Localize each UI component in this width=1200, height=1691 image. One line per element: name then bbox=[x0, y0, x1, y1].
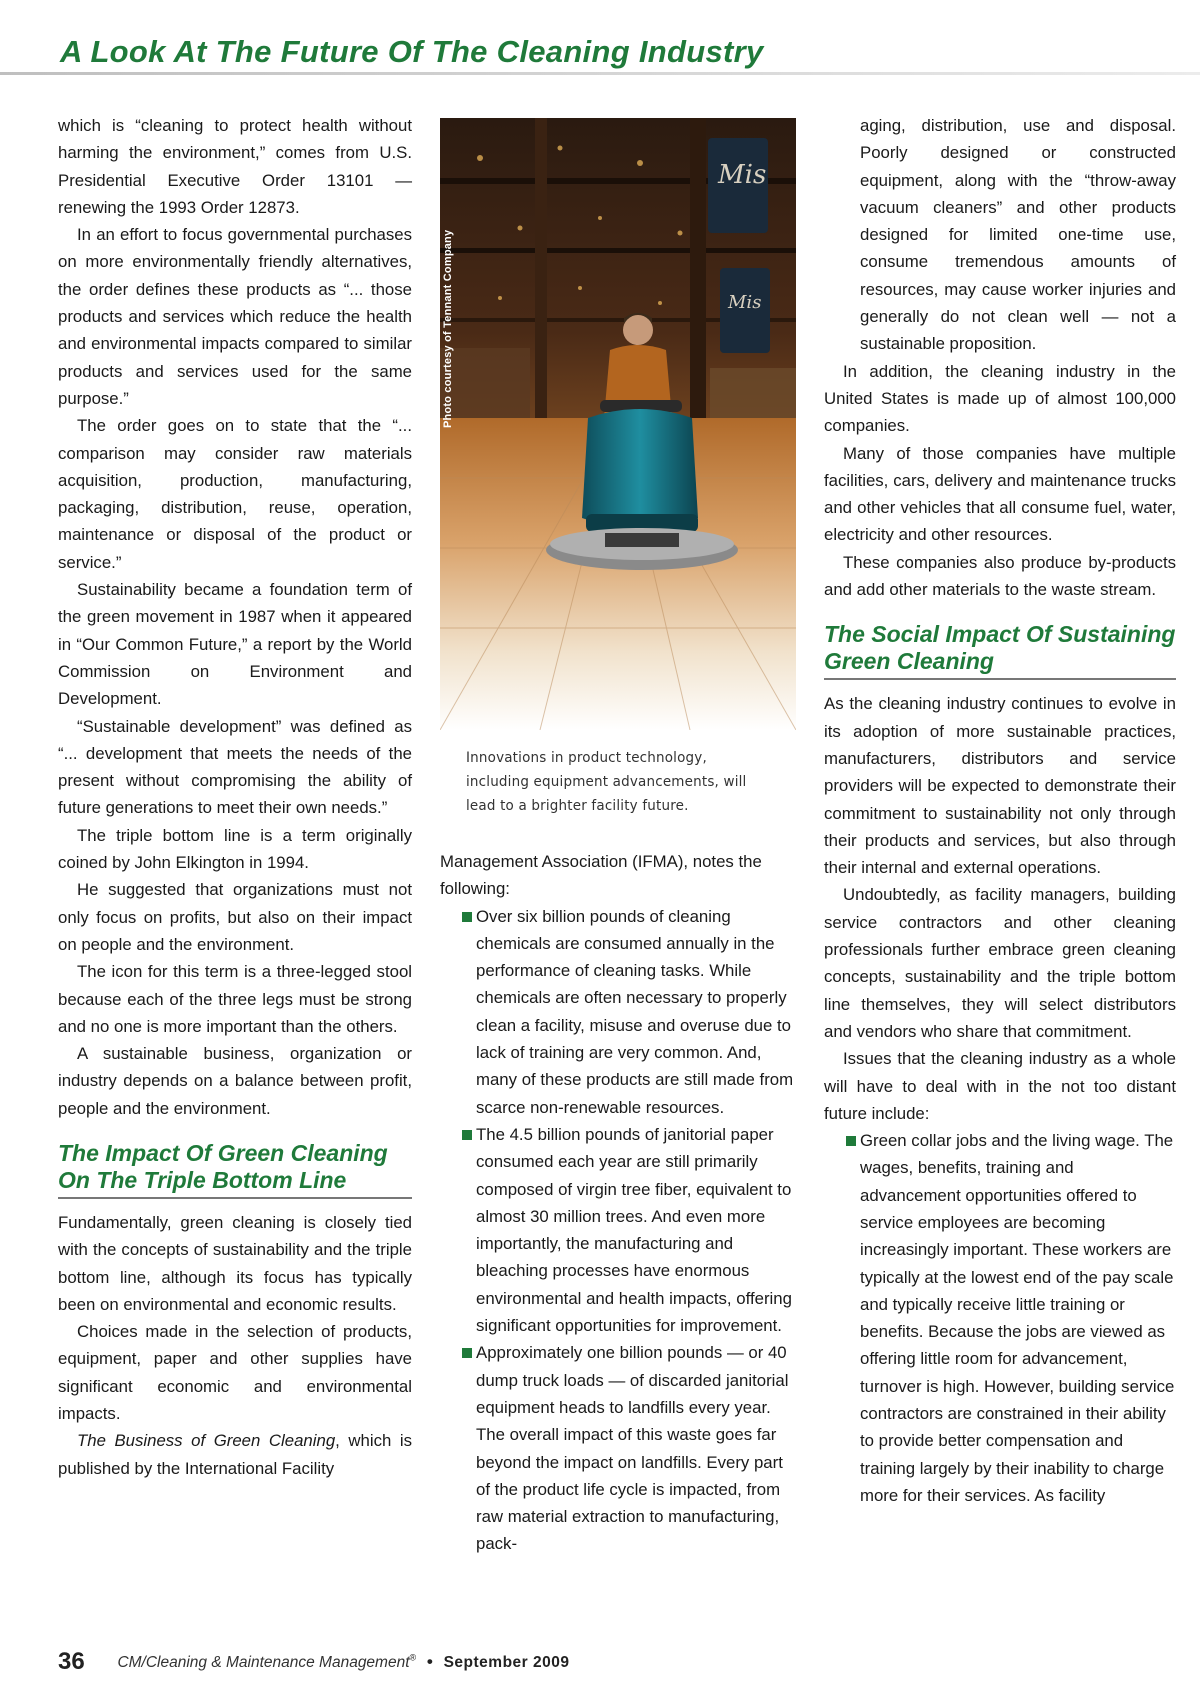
paragraph: Choices made in the selection of products, equipment, paper and other supplies have significant economic and environmental impacts. bbox=[58, 1322, 412, 1424]
photo-credit: Photo courtesy of Tennant Company bbox=[442, 229, 454, 428]
svg-text:Mis: Mis bbox=[718, 160, 767, 190]
paragraph: Sustainability became a foundation term of the green movement in 1987 when it appeared in “Our Common Future,” a report by the World Commission on Environment and Development. bbox=[58, 580, 412, 709]
paragraph: Many of those companies have multiple facilities, cars, delivery and maintenance trucks and other vehicles that all consume fuel, water, electricity and other resources. bbox=[824, 443, 1176, 545]
paragraph: As the cleaning industry continues to evolve in its adoption of more sustainable practices, manufacturers, distributors and service providers will be expected to demonstrate their commitment to sustainability not only through their products and services, but also through their internal and external operations. bbox=[824, 694, 1176, 878]
paragraph: These companies also produce by-products and add other materials to the waste stream. bbox=[824, 552, 1176, 600]
paragraph: A sustainable business, organization or industry depends on a balance between profit, people and the environment. bbox=[58, 1044, 412, 1118]
registered-mark: ® bbox=[409, 1652, 417, 1663]
list-item-continuation: aging, distribution, use and disposal. Poorly designed or constructed equipment, along with the “throw-away vacuum cleaners” and other products designed for limited one-time use, consume tremendous amounts of resources, may cause worker injuries and generally do not clean well — not a sustainable proposition. bbox=[860, 116, 1176, 354]
square-bullet-icon bbox=[462, 912, 472, 922]
paragraph: The icon for this term is a three-legged stool because each of the three legs must be strong and no one is more important than the others. bbox=[58, 962, 412, 1036]
list-item bbox=[440, 903, 794, 1121]
publication-name: CM/Cleaning & Maintenance Management bbox=[117, 1654, 410, 1671]
square-bullet-icon bbox=[462, 1130, 472, 1140]
paragraph: He suggested that organizations must not only focus on profits, but also on their impact on people and the environment. bbox=[58, 880, 412, 954]
paragraph: Issues that the cleaning industry as a whole will have to deal with in the not too distant future include: bbox=[824, 1049, 1176, 1123]
list-item-text: Green collar jobs and the living wage. The wages, benefits, training and advancement opportunities offered to service employees are becoming increasingly important. These workers are typically at the lowest end of the pay scale and typically receive little training or benefits. Because the jobs are viewed as offering little room for advancement, turnover is high. However, building service contractors are constrained in their ability to provide better compensation and training largely by their inability to charge more for their services. As facility bbox=[860, 1131, 1175, 1505]
paragraph: In addition, the cleaning industry in the United States is made up of almost 100,000 companies. bbox=[824, 361, 1176, 436]
paragraph: “Sustainable development” was defined as “... development that meets the needs of the present without compromising the ability of future generations to meet their own needs.” bbox=[58, 716, 412, 818]
column-2 bbox=[440, 848, 794, 1558]
paragraph bbox=[58, 1427, 412, 1482]
paragraph: In an effort to focus governmental purchases on more environmentally friendly alternatives, the order defines these products as “... those products and services which reduce the health and environmental impacts compared to similar products and services used for the same purpose.” bbox=[58, 225, 412, 408]
paragraph: The triple bottom line is a term originally coined by John Elkington in 1994. bbox=[58, 825, 412, 873]
section-heading: The Social Impact Of Sustaining Green Cleaning bbox=[824, 621, 1176, 680]
section-heading: The Impact Of Green Cleaning On The Triple Bottom Line bbox=[58, 1140, 412, 1199]
page-number: 36 bbox=[58, 1648, 85, 1675]
page-footer bbox=[58, 1648, 569, 1676]
list-item bbox=[824, 1127, 1176, 1509]
bullet-list bbox=[824, 1127, 1176, 1509]
photo-caption: Innovations in product technology, including equipment advancements, will lead to a brighter facility future. bbox=[466, 750, 747, 814]
paragraph-text: , which is published by the International Facility bbox=[58, 1431, 412, 1478]
photo-block bbox=[440, 118, 796, 836]
list-item-text: Over six billion pounds of cleaning chemicals are consumed annually in the performance of cleaning tasks. While chemicals are often necessary to properly clean a facility, misuse and overuse due to lack of training are very common. And, many of these products are still made from scarce non-renewable resources. bbox=[476, 906, 794, 1117]
footer-separator: • bbox=[426, 1652, 433, 1671]
svg-text:Mis: Mis bbox=[728, 292, 762, 313]
square-bullet-icon bbox=[846, 1136, 856, 1146]
column-1 bbox=[58, 112, 412, 1482]
header-rule bbox=[0, 72, 1200, 75]
bullet-list bbox=[440, 903, 794, 1558]
list-item bbox=[440, 1121, 794, 1339]
paragraph: Management Association (IFMA), notes the following: bbox=[440, 852, 762, 899]
page-title: A Look At The Future Of The Cleaning Industry bbox=[60, 34, 764, 69]
paragraph: which is “cleaning to protect health without harming the environment,” comes from U.S. Presidential Executive Order 13101 — renewing the 1993 Order 12873. bbox=[58, 116, 412, 217]
list-item-text: The 4.5 billion pounds of janitorial paper consumed each year are still primarily composed of virgin tree fiber, equivalent to almost 30 million trees. And even more importantly, the manufacturing and bleaching processes have enormous environmental and health impacts, offering significant opportunities for improvement. bbox=[476, 1124, 792, 1336]
paragraph: Fundamentally, green cleaning is closely tied with the concepts of sustainability and the triple bottom line, although its focus has typically been on environmental and economic results. bbox=[58, 1212, 412, 1314]
book-title: The Business of Green Cleaning bbox=[77, 1431, 336, 1451]
square-bullet-icon bbox=[462, 1348, 472, 1358]
list-item-text: Approximately one billion pounds — or 40 dump truck loads — of discarded janitorial equipment heads to landfills every year. The overall impact of this waste goes far beyond the impact on landfills. Every part of the product life cycle is impacted, from raw material extraction to manufacturing, pack- bbox=[476, 1343, 789, 1554]
paragraph: The order goes on to state that the “... comparison may consider raw materials acquisition, production, manufacturing, packaging, distribution, reuse, operation, maintenance or disposal of the product or service.” bbox=[58, 416, 412, 572]
column-3 bbox=[824, 112, 1176, 1509]
issue-date: September 2009 bbox=[443, 1654, 570, 1671]
mall-floor-scrubber-photo bbox=[440, 118, 796, 730]
list-item bbox=[440, 1339, 794, 1557]
paragraph: Undoubtedly, as facility managers, building service contractors and other cleaning professionals further embrace green cleaning concepts, sustainability and the triple bottom line themselves, they will select distributors and vendors who share that commitment. bbox=[824, 885, 1176, 1041]
